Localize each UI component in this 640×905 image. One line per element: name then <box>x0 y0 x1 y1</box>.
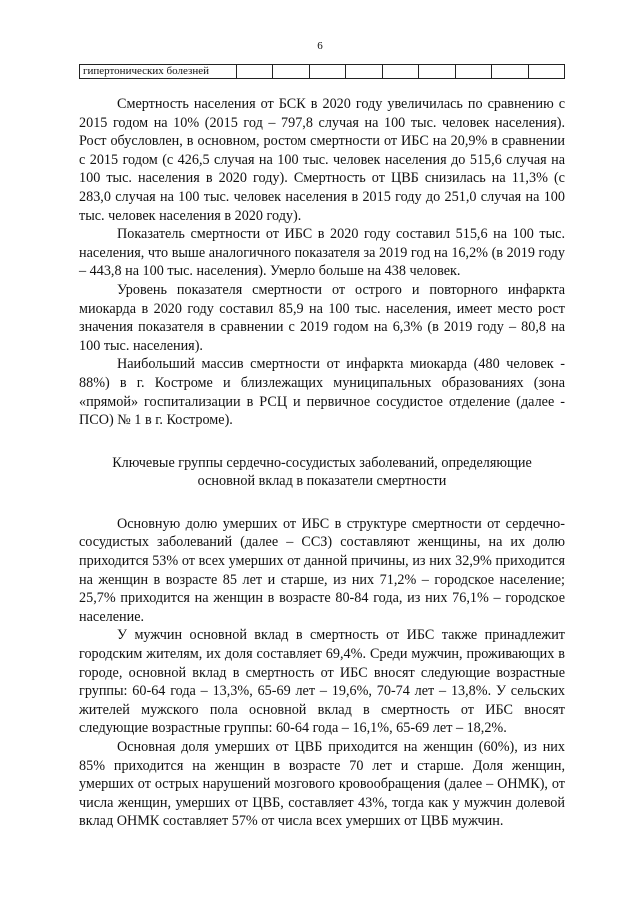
paragraph-cvb: Основная доля умерших от ЦВБ приходится на женщин (60%), из них 85% приходится на женщин в возрасте 70 лет и старше. Доля женщин, умерших от острых нарушений мозгового кровообращения (далее – ОНМК), от числа женщин, умерших от ЦВБ, составляет 43%, тогда как у мужчин долевой вклад ОНМК составляет 57% от числа всех умерших от ЦВБ мужчин. <box>79 739 565 830</box>
section-heading <box>79 454 565 491</box>
table-cell <box>528 65 565 79</box>
table-cell <box>492 65 528 79</box>
table-cell <box>309 65 345 79</box>
paragraph-infarction-rate: Уровень показателя смертности от острого и повторного инфаркта миокарда в 2020 году составил 85,9 на 100 тыс. населения, имеет место рост значения показателя в сравнении с 2019 годом на 6,3% (в 2019 году – 80,8 на 100 тыс. населения). <box>79 281 565 354</box>
paragraph-ibs-rate: Показатель смертности от ИБС в 2020 году составил 515,6 на 100 тыс. населения, что выше аналогичного показателя за 2019 год на 16,2% (в 2019 году – 443,8 на 100 тыс. населения). Умерло больше на 438 человек. <box>79 226 565 280</box>
table-cell <box>382 65 418 79</box>
paragraph-infarction-kostroma: Наибольший массив смертности от инфаркта миокарда (480 человек - 88%) в г. Костроме и близлежащих муниципальных образованиях (зона «прямой» госпитализации в РСЦ и первичное сосудистое отделение (далее - ПСО) № 1 в г. Костроме). <box>79 356 565 429</box>
table-cell-label: гипертонических болезней <box>80 65 237 79</box>
paragraph-mortality-bsk: Смертность населения от БСК в 2020 году увеличилась по сравнению с 2015 годом на 10% (2015 год – 797,8 случая на 100 тыс. человек населения). Рост обусловлен, в основном, ростом смертности от ИБС на 20,9% в сравнении с 2015 годом (с 426,5 случая на 100 тыс. человек населения до 515,6 случая на 100 тыс. населения в 2020 году). Смертность от ЦВБ снизилась на 11,3% (с 283,0 случая на 100 тыс. человек населения в 2015 году до 251,0 случая на 100 тыс. человек населения в 2020 году). <box>79 96 565 224</box>
table-cell <box>273 65 309 79</box>
paragraph-ibs-women: Основную долю умерших от ИБС в структуре смертности от сердечно-сосудистых заболеваний (далее – ССЗ) составляют женщины, на их долю приходится 53% от всех умерших от данной причины, из них 32,9% приходится на женщин в возрасте 85 лет и старше, из них 71,2% – городское население; 25,7% приходится на женщин в возрасте 80-84 года, из них 76,1% – городское население. <box>79 515 565 625</box>
table-cell <box>455 65 491 79</box>
table-row <box>80 65 565 79</box>
table-cell <box>419 65 455 79</box>
table-cell <box>237 65 273 79</box>
section-heading-line2: основной вклад в показатели смертности <box>197 473 447 490</box>
page-number: 6 <box>317 40 323 52</box>
table-tail <box>79 64 565 79</box>
table-cell <box>346 65 382 79</box>
paragraph-ibs-men: У мужчин основной вклад в смертность от ИБС также принадлежит городским жителям, их доля составляет 69,4%. Среди мужчин, проживающих в городе, основной вклад в смертность от ИБС вносят следующие возрастные группы: 60-64 года – 13,3%, 65-69 лет – 19,6%, 70-74 лет – 13,8%. У сельских жителей мужского пола основной вклад в смертность от ИБС вносят следующие возрастные группы: 60-64 года – 16,1%, 65-69 лет – 18,2%. <box>79 627 565 737</box>
section-heading-line1: Ключевые группы сердечно-сосудистых заболеваний, определяющие <box>112 454 532 471</box>
body-text <box>79 95 565 831</box>
